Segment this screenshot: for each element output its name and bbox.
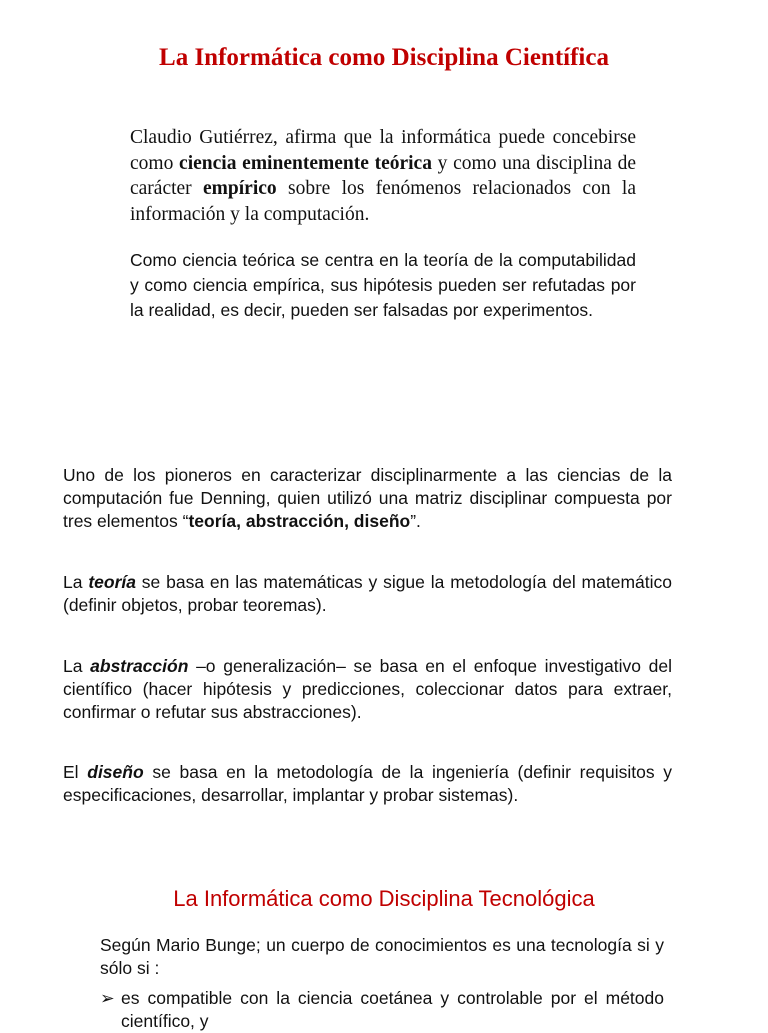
section-title-science: La Informática como Disciplina Científica xyxy=(159,44,609,71)
paragraph-text: y como una disciplina de carácter xyxy=(130,152,637,199)
paragraph-design xyxy=(63,761,672,807)
bullet-list-item xyxy=(100,987,664,1033)
paragraph-text: Claudio Gutiérrez, afirma que la informática puede concebirse como xyxy=(130,127,636,174)
paragraph-text: se basa en la metodología de la ingeniería (definir requisitos y especificaciones, desarrollar, implantar y probar sistemas). xyxy=(63,762,672,805)
bold-term: teoría, abstracción, diseño xyxy=(188,511,411,531)
arrow-bullet-icon: ➢ xyxy=(100,988,115,1008)
paragraph-abstraction xyxy=(63,655,672,724)
paragraph-denning xyxy=(63,464,672,533)
italic-bold-term: diseño xyxy=(87,762,144,782)
italic-bold-term: abstracción xyxy=(90,656,189,676)
paragraph-text: El xyxy=(63,762,88,782)
paragraph-text: Uno de los pioneros en caracterizar disciplinarmente a las ciencias de la computación fue Denning, quien utilizó una matriz disciplinar compuesta por tres elementos “ xyxy=(63,465,672,531)
paragraph-text: se basa en las matemáticas y sigue la metodología del matemático (definir objetos, probar teoremas). xyxy=(63,572,672,615)
paragraph-text: sobre los fenómenos relacionados con la información y la computación. xyxy=(130,178,636,225)
paragraph-gutierrez xyxy=(130,125,636,227)
paragraph-text: La xyxy=(63,656,91,676)
bullet-text: es compatible con la ciencia coetánea y controlable por el método científico, y xyxy=(121,988,664,1031)
paragraph-text: ”. xyxy=(410,511,421,531)
bold-term: ciencia eminentemente teórica xyxy=(179,152,432,174)
italic-bold-term: teoría xyxy=(88,572,136,592)
paragraph-theory xyxy=(63,571,672,617)
paragraph-theoretical-science: Como ciencia teórica se centra en la teoría de la computabilidad y como ciencia empírica, sus hipótesis pueden ser refutadas por la realidad, es decir, pueden ser falsadas por experimentos. xyxy=(130,250,636,320)
section-title-technology: La Informática como Disciplina Tecnológica xyxy=(173,886,595,911)
paragraph-text: –o generalización– se basa en el enfoque investigativo del científico (hacer hipótesis y predicciones, coleccionar datos para extraer, confirmar o refutar sus abstracciones). xyxy=(63,656,672,722)
paragraph-bunge: Según Mario Bunge; un cuerpo de conocimientos es una tecnología si y sólo si : xyxy=(100,935,664,978)
bold-term: empírico xyxy=(203,178,277,199)
paragraph-text: La xyxy=(63,572,89,592)
